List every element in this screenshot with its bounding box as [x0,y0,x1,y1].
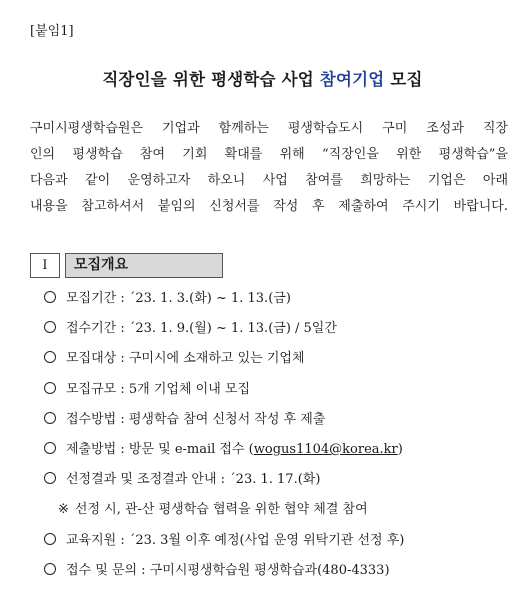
intro-line: 구미시평생학습원은 기업과 함께하는 평생학습도시 구미 조성과 직장 [30,121,508,136]
item-text: 접수기간 : ´23. 1. 9.(월) ~ 1. 13.(금) / 5일간 [66,321,337,337]
page-title [0,66,525,90]
list-item [44,532,504,562]
circle-bullet-icon [44,321,56,333]
note-item [44,501,504,531]
intro-paragraph [30,116,508,220]
section-label: 모집개요 [65,253,223,278]
email-link[interactable]: wogus1104@korea.kr [253,441,398,457]
circle-bullet-icon [44,442,56,454]
item-text: 교육지원 : ´23. 3월 이후 예정(사업 운영 위탁기관 선정 후) [66,532,405,548]
overview-list [44,290,504,592]
reference-mark: ※ [58,502,69,518]
circle-bullet-icon [44,472,56,484]
list-item [44,562,504,592]
circle-bullet-icon [44,382,56,394]
title-part-1: 직장인을 위한 평생학습 사업 [102,70,320,89]
item-text: 선정결과 및 조정결과 안내 : ´23. 1. 17.(화) [66,472,321,488]
item-text: 모집기간 : ´23. 1. 3.(화) ~ 1. 13.(금) [66,291,291,306]
item-text: 접수방법 : 평생학습 참여 신청서 작성 후 제출 [66,411,326,427]
circle-bullet-icon [44,563,56,575]
list-item [44,290,504,320]
list-item [44,320,504,350]
circle-bullet-icon [44,291,56,303]
item-text: 모집대상 : 구미시에 소재하고 있는 기업체 [66,351,305,367]
circle-bullet-icon [44,351,56,363]
attachment-label: [붙임1] [30,24,74,39]
circle-bullet-icon [44,412,56,424]
intro-line: 내용을 참고하셔서 붙임의 신청서를 작성 후 제출하여 주시기 바랍니다. [30,199,508,214]
list-item [44,381,504,411]
title-highlight: 참여기업 [319,70,385,89]
list-item [44,441,504,471]
intro-line: 인의 평생학습 참여 기회 확대를 위해 “직장인을 위한 평생학습”을 [30,147,508,162]
circle-bullet-icon [44,533,56,545]
list-item [44,350,504,380]
item-text-prefix: 제출방법 : 방문 및 e-mail 접수 ( [66,441,254,457]
item-text: 모집규모 : 5개 기업체 이내 모집 [66,381,251,397]
title-part-2: 모집 [384,70,423,89]
item-text: 접수 및 문의 : 구미시평생학습원 평생학습과(480-4333) [66,562,390,578]
section-number: Ⅰ [30,253,60,278]
list-item [44,471,504,501]
note-text: 선정 시, 관-산 평생학습 협력을 위한 협약 체결 참여 [74,502,368,518]
list-item [44,411,504,441]
item-text-suffix: ) [397,441,403,457]
intro-line: 다음과 같이 운영하고자 하오니 사업 참여를 희망하는 기업은 아래 [30,173,508,188]
